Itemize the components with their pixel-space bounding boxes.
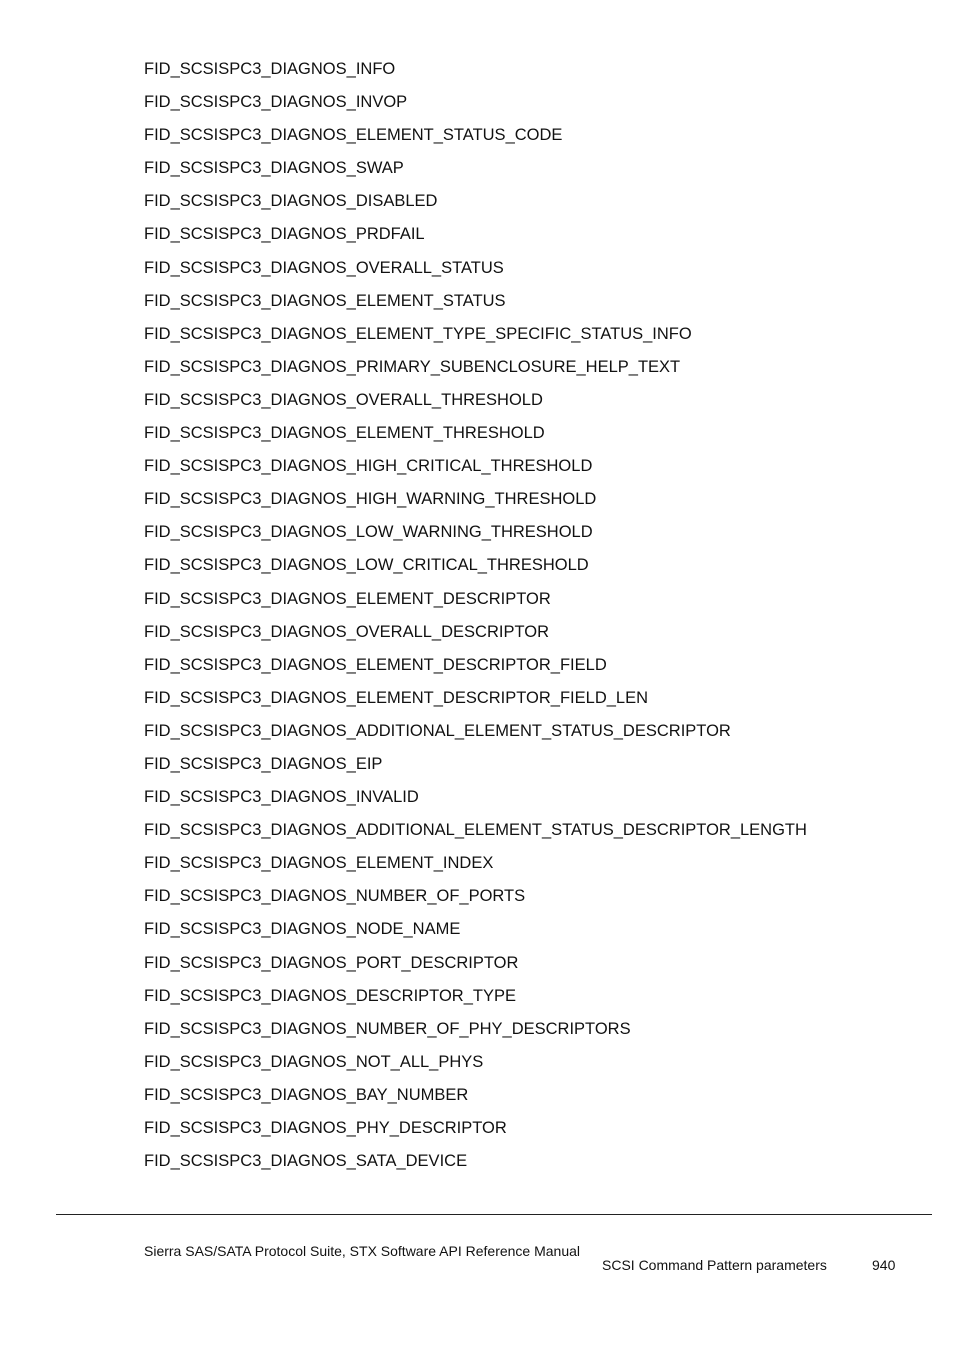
field-id-item: FID_SCSISPC3_DIAGNOS_HIGH_CRITICAL_THRESHOLD [144, 457, 593, 476]
field-id-item: FID_SCSISPC3_DIAGNOS_NUMBER_OF_PORTS [144, 887, 526, 906]
field-id-item: FID_SCSISPC3_DIAGNOS_ELEMENT_TYPE_SPECIFIC_STATUS_INFO [144, 324, 692, 343]
field-id-item: FID_SCSISPC3_DIAGNOS_ELEMENT_STATUS [144, 291, 506, 310]
field-id-item: FID_SCSISPC3_DIAGNOS_DISABLED [144, 192, 438, 211]
field-id-item: FID_SCSISPC3_DIAGNOS_INVALID [144, 788, 419, 807]
field-id-item: FID_SCSISPC3_DIAGNOS_OVERALL_DESCRIPTOR [144, 622, 549, 641]
field-id-item: FID_SCSISPC3_DIAGNOS_SWAP [144, 159, 404, 178]
field-id-item: FID_SCSISPC3_DIAGNOS_NUMBER_OF_PHY_DESCRIPTORS [144, 1019, 631, 1038]
field-id-item: FID_SCSISPC3_DIAGNOS_HIGH_WARNING_THRESHOLD [144, 490, 597, 509]
field-id-item: FID_SCSISPC3_DIAGNOS_ELEMENT_DESCRIPTOR [144, 589, 551, 608]
field-id-item: FID_SCSISPC3_DIAGNOS_EIP [144, 754, 383, 773]
field-id-item: FID_SCSISPC3_DIAGNOS_BAY_NUMBER [144, 1085, 469, 1104]
field-id-item: FID_SCSISPC3_DIAGNOS_NOT_ALL_PHYS [144, 1052, 484, 1071]
field-id-item: FID_SCSISPC3_DIAGNOS_NODE_NAME [144, 920, 461, 939]
footer-divider [56, 1214, 932, 1215]
footer-section-title: SCSI Command Pattern parameters [602, 1257, 827, 1273]
field-id-item: FID_SCSISPC3_DIAGNOS_INFO [144, 60, 396, 78]
field-id-item: FID_SCSISPC3_DIAGNOS_ADDITIONAL_ELEMENT_STATUS_DESCRIPTOR [144, 721, 731, 740]
field-id-item: FID_SCSISPC3_DIAGNOS_SATA_DEVICE [144, 1152, 468, 1171]
field-id-item: FID_SCSISPC3_DIAGNOS_INVOP [144, 93, 408, 112]
field-id-item: FID_SCSISPC3_DIAGNOS_ELEMENT_DESCRIPTOR_FIELD [144, 655, 607, 674]
field-id-item: FID_SCSISPC3_DIAGNOS_PHY_DESCRIPTOR [144, 1119, 507, 1137]
field-id-item: FID_SCSISPC3_DIAGNOS_PORT_DESCRIPTOR [144, 953, 519, 972]
footer-manual-title: Sierra SAS/SATA Protocol Suite, STX Software API Reference Manual [144, 1243, 581, 1259]
field-id-item: FID_SCSISPC3_DIAGNOS_ELEMENT_DESCRIPTOR_FIELD_LEN [144, 688, 649, 707]
field-id-item: FID_SCSISPC3_DIAGNOS_OVERALL_STATUS [144, 258, 504, 277]
field-id-item: FID_SCSISPC3_DIAGNOS_ADDITIONAL_ELEMENT_STATUS_DESCRIPTOR_LENGTH [144, 821, 807, 840]
field-id-item: FID_SCSISPC3_DIAGNOS_ELEMENT_STATUS_CODE [144, 126, 563, 145]
field-id-item: FID_SCSISPC3_DIAGNOS_LOW_CRITICAL_THRESHOLD [144, 556, 589, 575]
field-id-item: FID_SCSISPC3_DIAGNOS_ELEMENT_THRESHOLD [144, 424, 545, 443]
field-id-item: FID_SCSISPC3_DIAGNOS_OVERALL_THRESHOLD [144, 390, 543, 409]
field-id-item: FID_SCSISPC3_DIAGNOS_DESCRIPTOR_TYPE [144, 986, 516, 1005]
field-id-item: FID_SCSISPC3_DIAGNOS_PRIMARY_SUBENCLOSURE_HELP_TEXT [144, 357, 681, 376]
page-number: 940 [872, 1257, 896, 1273]
field-id-item: FID_SCSISPC3_DIAGNOS_ELEMENT_INDEX [144, 854, 494, 873]
field-id-item: FID_SCSISPC3_DIAGNOS_PRDFAIL [144, 225, 425, 244]
field-id-item: FID_SCSISPC3_DIAGNOS_LOW_WARNING_THRESHOLD [144, 523, 593, 542]
field-id-list [144, 57, 807, 1182]
